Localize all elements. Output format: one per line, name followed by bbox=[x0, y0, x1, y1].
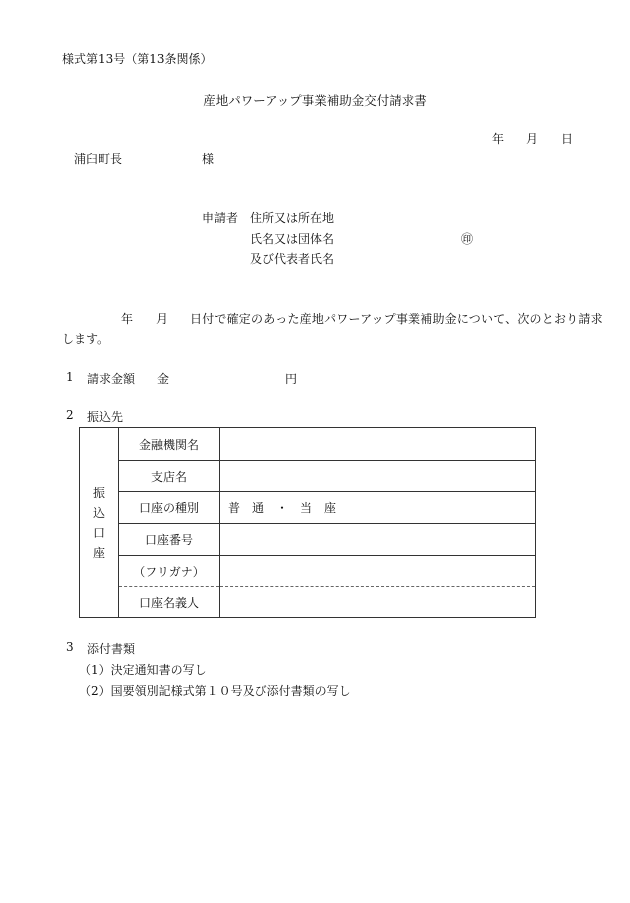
date-year: 年 bbox=[492, 132, 505, 146]
bank-account-table bbox=[79, 427, 536, 618]
section3-label: 添付書類 bbox=[87, 642, 136, 656]
account-vertical-label: 振 込 口 座 bbox=[80, 428, 119, 618]
table-row bbox=[80, 587, 536, 618]
amount-unit: 円 bbox=[285, 372, 298, 386]
table-row bbox=[80, 492, 536, 524]
applicant-label: 申請者 bbox=[202, 211, 239, 225]
seal-mark: ㊞ bbox=[461, 232, 474, 246]
table-row bbox=[80, 524, 536, 556]
attachment-item: （1）決定通知書の写し bbox=[79, 663, 207, 677]
body-year: 年 bbox=[121, 312, 134, 326]
branch-name-field[interactable] bbox=[220, 461, 536, 492]
bank-name-field[interactable] bbox=[220, 428, 536, 461]
account-type-label: 口座の種別 bbox=[119, 492, 220, 524]
applicant-rep-label: 及び代表者氏名 bbox=[250, 252, 335, 266]
form-number: 様式第13号（第13条関係） bbox=[62, 52, 213, 66]
table-row bbox=[80, 556, 536, 587]
bank-name-label: 金融機関名 bbox=[119, 428, 220, 461]
branch-name-label: 支店名 bbox=[119, 461, 220, 492]
body-text-line2: します。 bbox=[62, 332, 110, 346]
applicant-name-label: 氏名又は団体名 bbox=[250, 232, 335, 246]
section1-label: 請求金額 bbox=[87, 372, 136, 386]
furigana-field[interactable] bbox=[220, 556, 536, 587]
section2-number: 2 bbox=[66, 408, 74, 422]
applicant-address-label: 住所又は所在地 bbox=[250, 211, 335, 225]
attachment-item: （2）国要領別記様式第１０号及び添付書類の写し bbox=[79, 684, 351, 698]
account-number-field[interactable] bbox=[220, 524, 536, 556]
date-month: 月 bbox=[526, 132, 539, 146]
body-text-line1: 日付で確定のあった産地パワーアップ事業補助金について、次のとおり請求 bbox=[190, 312, 603, 326]
furigana-label: （フリガナ） bbox=[119, 556, 220, 587]
account-holder-field[interactable] bbox=[220, 587, 536, 618]
section3-number: 3 bbox=[66, 640, 74, 654]
addressee-name: 浦臼町長 bbox=[74, 152, 123, 166]
body-month: 月 bbox=[156, 312, 169, 326]
document-title: 産地パワーアップ事業補助金交付請求書 bbox=[203, 93, 427, 108]
section1-number: 1 bbox=[66, 370, 74, 384]
account-type-field[interactable]: 普 通 ・ 当 座 bbox=[220, 492, 536, 524]
account-number-label: 口座番号 bbox=[119, 524, 220, 556]
table-row bbox=[80, 461, 536, 492]
section2-label: 振込先 bbox=[87, 410, 124, 424]
table-row bbox=[80, 428, 536, 461]
addressee-honorific: 様 bbox=[202, 152, 215, 166]
date-day: 日 bbox=[561, 132, 574, 146]
account-holder-label: 口座名義人 bbox=[119, 587, 220, 618]
amount-prefix: 金 bbox=[157, 372, 170, 386]
